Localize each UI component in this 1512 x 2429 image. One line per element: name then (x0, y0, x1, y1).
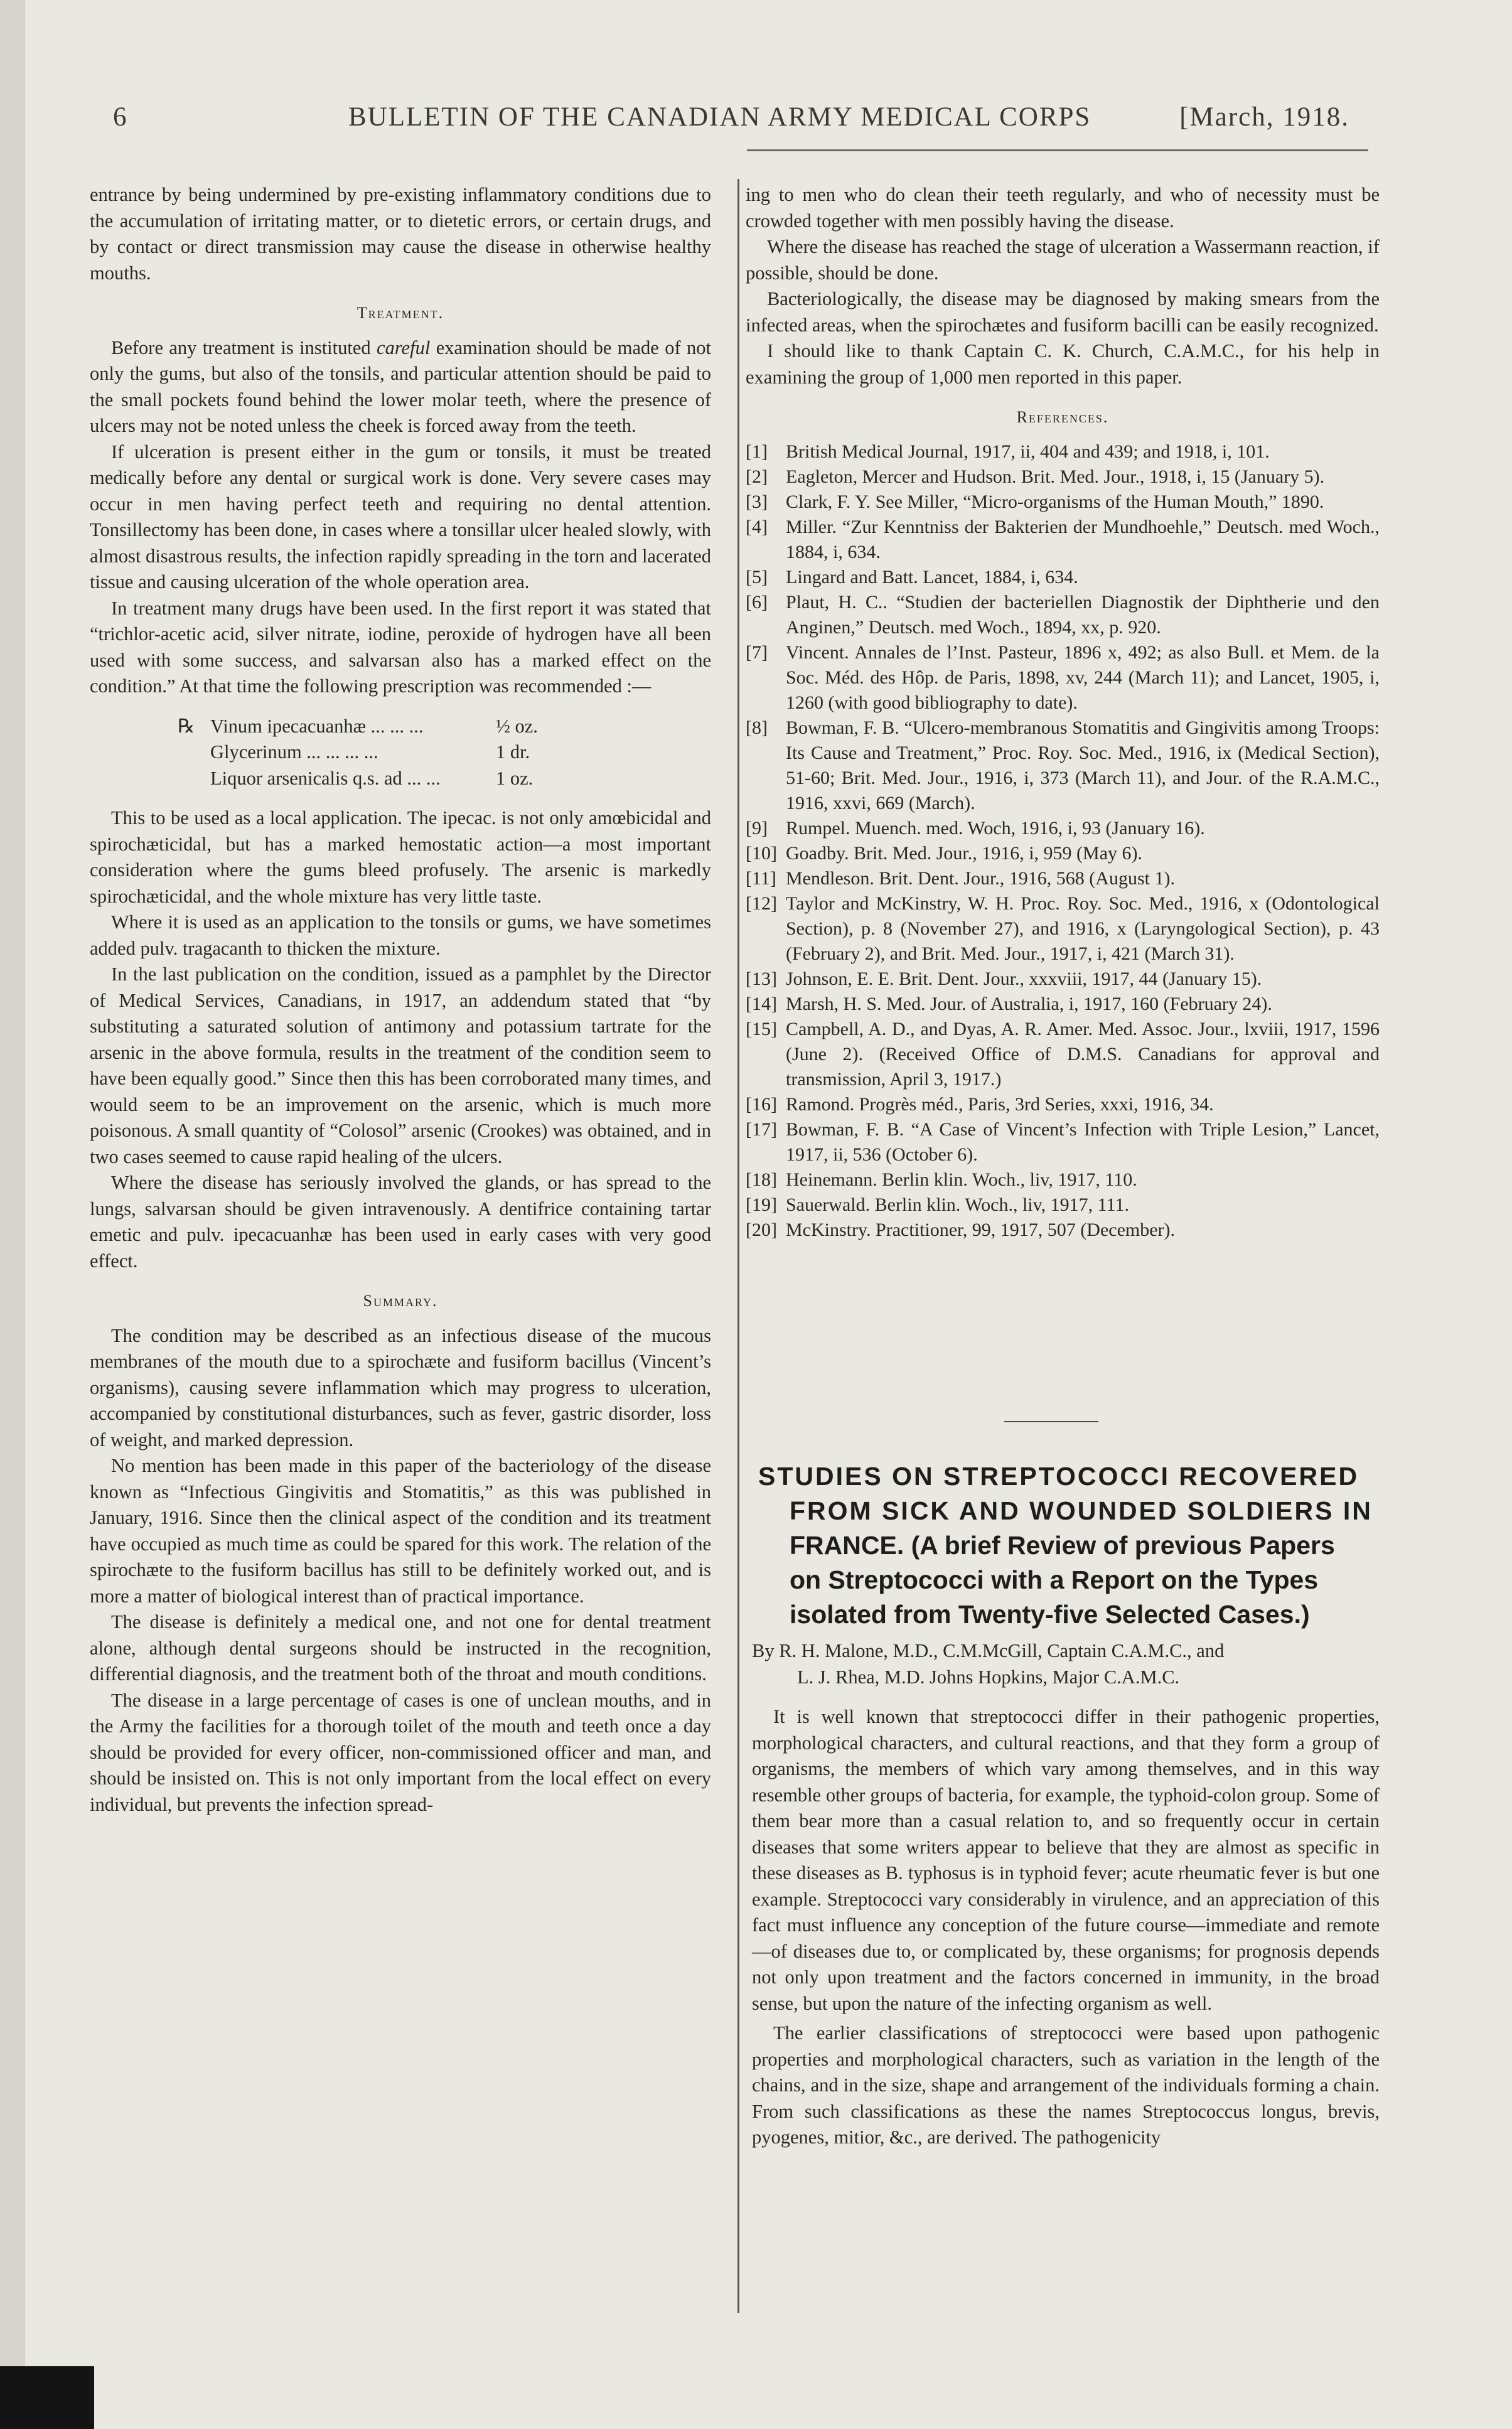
paragraph (90, 335, 711, 439)
reference-number: [11] (746, 867, 776, 889)
reference-item (746, 841, 1380, 866)
reference-item (746, 565, 1380, 590)
reference-item (746, 716, 1380, 816)
reference-item (746, 1117, 1380, 1167)
paragraph: Where the disease has seriously involved the glands, or has spread to the lungs, salvarsan should be given intravenously. A dentifrice containing tartar emetic and pulv. ipecacuanhæ has been used in early cases with very good effect. (90, 1172, 711, 1272)
running-header (113, 102, 1349, 139)
ingredient-dose: ½ oz. (496, 715, 538, 737)
reference-item (746, 439, 1380, 464)
reference-text: Johnson, E. E. Brit. Dent. Jour., xxxviii, 1917, 44 (January 15). (786, 968, 1262, 989)
ingredient-dose: 1 dr. (496, 741, 530, 763)
reference-text: British Medical Journal, 1917, ii, 404 and 439; and 1918, i, 101. (786, 441, 1270, 462)
ingredient-name: Vinum ipecacuanhæ ... ... ... (210, 715, 424, 737)
reference-number: [3] (746, 491, 768, 512)
reference-item (746, 891, 1380, 967)
reference-list (746, 439, 1380, 1243)
ingredient-dose: 1 oz. (496, 767, 533, 789)
paragraph: This to be used as a local application. The ipecac. is not only amœbicidal and spirochæticidal, but has a marked hemostatic action—a most important consideration where the gums bleed profusely. The arsenic is markedly spirochæticidal, and the whole mixture has very little taste. (90, 807, 711, 907)
reference-item (746, 992, 1380, 1017)
article (746, 1459, 1380, 2155)
header-rule (747, 149, 1368, 151)
reference-number: [20] (746, 1219, 777, 1240)
reference-item (746, 590, 1380, 640)
issue-date: [March, 1918. (1179, 102, 1349, 132)
reference-text: Taylor and McKinstry, W. H. Proc. Roy. Soc. Med., 1916, x (Odontological Section), p. 8 (November 27), and 1916, x (Laryngological Section), p. 43 (February 2), and Brit. Med. Jour., 1917, i, 421 (March 31). (786, 893, 1380, 964)
page-edge-shadow (0, 0, 25, 2429)
reference-text: Miller. “Zur Kenntniss der Bakterien der Mundhoehle,” Deutsch. med Woch., 1884, i, 634. (786, 516, 1380, 562)
text-run: examination should be made of not only the gums, but also of the tonsils, and particular attention should be paid to the small pockets found behind the lower molar teeth, where the presence of ulcers may not be noted unless the cheek is forced away from the teeth. (90, 336, 711, 436)
reference-number: [12] (746, 893, 777, 914)
reference-number: [7] (746, 641, 768, 663)
reference-text: Lingard and Batt. Lancet, 1884, i, 634. (786, 566, 1078, 587)
reference-text: Ramond. Progrès méd., Paris, 3rd Series, xxxi, 1916, 34. (786, 1093, 1214, 1115)
left-column (90, 182, 711, 1818)
reference-item (746, 464, 1380, 490)
section-heading-references: References. (1016, 408, 1109, 426)
reference-text: Sauerwald. Berlin klin. Woch., liv, 1917, 111. (786, 1194, 1129, 1215)
reference-item (746, 640, 1380, 716)
section-heading-treatment: Treatment. (357, 304, 444, 322)
scan-corner-mark (0, 2366, 94, 2429)
paragraph: I should like to thank Captain C. K. Church, C.A.M.C., for his help in examining the group of 1,000 men reported in this paper. (746, 340, 1380, 388)
prescription-row (90, 714, 711, 740)
reference-text: Bowman, F. B. “A Case of Vincent’s Infection with Triple Lesion,” Lancet, 1917, ii, 536 (October 6). (786, 1118, 1380, 1165)
prescription-row (90, 766, 711, 792)
ingredient-name: Glycerinum ... ... ... ... (210, 741, 378, 763)
title-line: FROM SICK AND WOUNDED SOLDIERS IN (790, 1496, 1373, 1525)
prescription-row (90, 739, 711, 766)
reference-item (746, 490, 1380, 515)
reference-number: [9] (746, 817, 768, 839)
title-line: isolated from Twenty-five Selected Cases.) (790, 1600, 1310, 1629)
article-title (746, 1459, 1380, 1632)
paragraph: Where the disease has reached the stage of ulceration a Wassermann reaction, if possible, should be done. (746, 236, 1380, 284)
title-line: STUDIES ON STREPTOCOCCI RECOVERED (758, 1462, 1359, 1491)
reference-text: Campbell, A. D., and Dyas, A. R. Amer. Med. Assoc. Jour., lxviii, 1917, 1596 (June 2). (Received Office of D.M.S. Canadians for approval and transmission, April 3, 1917.) (786, 1018, 1380, 1090)
reference-number: [19] (746, 1194, 777, 1215)
reference-text: Plaut, H. C.. “Studien der bacteriellen Diagnostik der Diphtherie und den Anginen,” Deutsch. med Woch., 1894, xx, p. 920. (786, 591, 1380, 638)
article-body (746, 1704, 1380, 2151)
paragraph: ing to men who do clean their teeth regularly, and who of necessity must be crowded together with men possibly having the disease. (746, 184, 1380, 232)
reference-number: [18] (746, 1169, 777, 1190)
reference-text: Bowman, F. B. “Ulcero-membranous Stomatitis and Gingivitis among Troops: Its Cause and Treatment,” Proc. Roy. Soc. Med., 1916, ix (Medical Section), 51-60; Brit. Med. Jour., 1916, i, 373 (March 11), and Jour. of the R.A.M.C., 1916, xxvi, 669 (March). (786, 717, 1380, 813)
byline-line: By R. H. Malone, M.D., C.M.McGill, Captain C.A.M.C., and (752, 1640, 1225, 1661)
reference-text: Heinemann. Berlin klin. Woch., liv, 1917, 110. (786, 1169, 1137, 1190)
reference-item (746, 1092, 1380, 1117)
reference-text: Marsh, H. S. Med. Jour. of Australia, i, 1917, 160 (February 24). (786, 993, 1272, 1014)
reference-number: [1] (746, 441, 768, 462)
byline (752, 1638, 1380, 1690)
emphasis: careful (377, 336, 431, 358)
reference-text: Vincent. Annales de l’Inst. Pasteur, 1896 x, 492; as also Bull. et Mem. de la Soc. Méd. des Hôp. de Paris, 1898, xv, 244 (March 11); and Lancet, 1905, i, 1260 (with good bibliography to date). (786, 641, 1380, 713)
prescription (90, 714, 711, 792)
reference-number: [14] (746, 993, 777, 1014)
reference-text: Mendleson. Brit. Dent. Jour., 1916, 568 (August 1). (786, 867, 1175, 889)
reference-item (746, 1167, 1380, 1193)
reference-number: [13] (746, 968, 777, 989)
rx-symbol: ℞ (178, 715, 195, 737)
paragraph: If ulceration is present either in the gum or tonsils, it must be treated medically before any dental or surgical work is done. Very severe cases may occur in men having perfect teeth and requiring no dental attention. Tonsillectomy has been done, in cases where a tonsillar ulcer healed slowly, with almost disastrous results, the infection rapidly spreading in the torn and lacerated tissue and causing ulceration of the whole operation area. (90, 441, 711, 593)
reference-number: [10] (746, 842, 777, 864)
reference-number: [8] (746, 717, 768, 738)
reference-text: Eagleton, Mercer and Hudson. Brit. Med. Jour., 1918, i, 15 (January 5). (786, 466, 1325, 487)
reference-number: [15] (746, 1018, 777, 1039)
right-column (746, 182, 1380, 1243)
reference-number: [16] (746, 1093, 777, 1115)
reference-item (746, 1017, 1380, 1092)
paragraph: The earlier classifications of streptococci were based upon pathogenic properties and morphological characters, such as variation in the length of the chains, and in the size, shape and arrangement of the individuals forming a chain. From such classifications as these the names Streptococcus longus, brevis, pyogenes, mitior, &c., are derived. The pathogenicity (752, 2022, 1380, 2148)
text-run: Before any treatment is instituted (111, 336, 377, 358)
reference-item (746, 1193, 1380, 1218)
reference-item (746, 866, 1380, 891)
reference-text: McKinstry. Practitioner, 99, 1917, 507 (December). (786, 1219, 1176, 1240)
section-divider (1004, 1421, 1098, 1422)
reference-item (746, 967, 1380, 992)
ingredient-name: Liquor arsenicalis q.s. ad ... ... (210, 767, 441, 789)
title-line: on Streptococci with a Report on the Types (790, 1565, 1319, 1594)
reference-number: [4] (746, 516, 768, 537)
journal-title: BULLETIN OF THE CANADIAN ARMY MEDICAL CORPS (348, 102, 1091, 132)
paragraph: In the last publication on the condition, issued as a pamphlet by the Director of Medical Services, Canadians, in 1917, an addendum stated that “by substituting a saturated solution of antimony and potassium tartrate for the arsenic in the above formula, results in the treatment of the condition seem to have been equally good.” Since then this has been corroborated many times, and would seem to be an improvement on the arsenic, which is much more poisonous. A small quantity of “Colosol” arsenic (Crookes) was obtained, and in two cases seemed to cause rapid healing of the ulcers. (90, 963, 711, 1167)
paragraph: Bacteriologically, the disease may be diagnosed by making smears from the infected areas, when the spirochætes and fusiform bacilli can be easily recognized. (746, 288, 1380, 336)
paragraph: The disease is definitely a medical one, and not one for dental treatment alone, although dental surgeons should be instructed in the recognition, differential diagnosis, and the treatment both of the throat and mouth conditions. (90, 1611, 711, 1685)
section-heading-summary: Summary. (363, 1292, 438, 1310)
byline-line: L. J. Rhea, M.D. Johns Hopkins, Major C.A.M.C. (797, 1666, 1180, 1688)
reference-text: Rumpel. Muench. med. Woch, 1916, i, 93 (January 16). (786, 817, 1205, 839)
reference-item (746, 1218, 1380, 1243)
column-divider (737, 179, 739, 2313)
paragraph: Where it is used as an application to the tonsils or gums, we have sometimes added pulv. tragacanth to thicken the mixture. (90, 911, 711, 959)
paragraph: The condition may be described as an infectious disease of the mucous membranes of the mouth due to a spirochæte and fusiform bacillus (Vincent’s organisms), causing severe inflammation which may progress to ulceration, accompanied by constitutional disturbances, such as fever, gastric disorder, loss of weight, and marked depression. (90, 1324, 711, 1450)
reference-number: [5] (746, 566, 768, 587)
paragraph: entrance by being undermined by pre-existing inflammatory conditions due to the accumulation of irritating matter, or to dietetic errors, or certain drugs, and by contact or direct transmission may cause the disease in otherwise healthy mouths. (90, 184, 711, 284)
paragraph: The disease in a large percentage of cases is one of unclean mouths, and in the Army the facilities for a thorough toilet of the mouth and teeth once a day should be provided for every officer, non-commissioned officer and man, and should be insisted on. This is not only important from the local effect on every individual, but prevents the infection spread- (90, 1689, 711, 1815)
reference-number: [17] (746, 1118, 777, 1140)
paragraph: No mention has been made in this paper of the bacteriology of the disease known as “Infectious Gingivitis and Stomatitis,” as this was published in January, 1916. Since then the clinical aspect of the condition and its treatment have occupied as much time as could be spared for this work. The relation of the spirochæte to the fusiform bacillus has still to be definitely worked out, and is more a matter of biological interest than of practical importance. (90, 1455, 711, 1607)
page-number: 6 (113, 102, 128, 132)
reference-number: [2] (746, 466, 768, 487)
reference-number: [6] (746, 591, 768, 613)
reference-text: Goadby. Brit. Med. Jour., 1916, i, 959 (May 6). (786, 842, 1143, 864)
reference-text: Clark, F. Y. See Miller, “Micro-organisms of the Human Mouth,” 1890. (786, 491, 1324, 512)
reference-item (746, 515, 1380, 565)
paragraph: It is well known that streptococci differ in their pathogenic properties, morphological characters, and cultural reactions, and that they form a group of organisms, the members of which vary among themselves, and in this way resemble other groups of bacteria, for example, the typhoid-colon group. Some of them bear more than a casual relation to, and so frequently occur in certain diseases that some writers appear to believe that they are almost as specific in these diseases as B. typhosus is in typhoid fever; acute rheumatic fever is but one example. Streptococci vary considerably in virulence, and an appreciation of this fact must influence any conception of the future course—immediate and remote—of diseases due to, or complicated by, these organisms; for prognosis depends not only upon treatment and the factors concerned in immunity, in the broad sense, but upon the nature of the infecting organism as well. (752, 1706, 1380, 2014)
reference-item (746, 816, 1380, 841)
title-line: FRANCE. (A brief Review of previous Papers (790, 1531, 1335, 1560)
paragraph: In treatment many drugs have been used. In the first report it was stated that “trichlor-acetic acid, silver nitrate, iodine, peroxide of hydrogen have all been used with some success, and salvarsan also has a marked effect on the condition.” At that time the following prescription was recommended :— (90, 597, 711, 697)
